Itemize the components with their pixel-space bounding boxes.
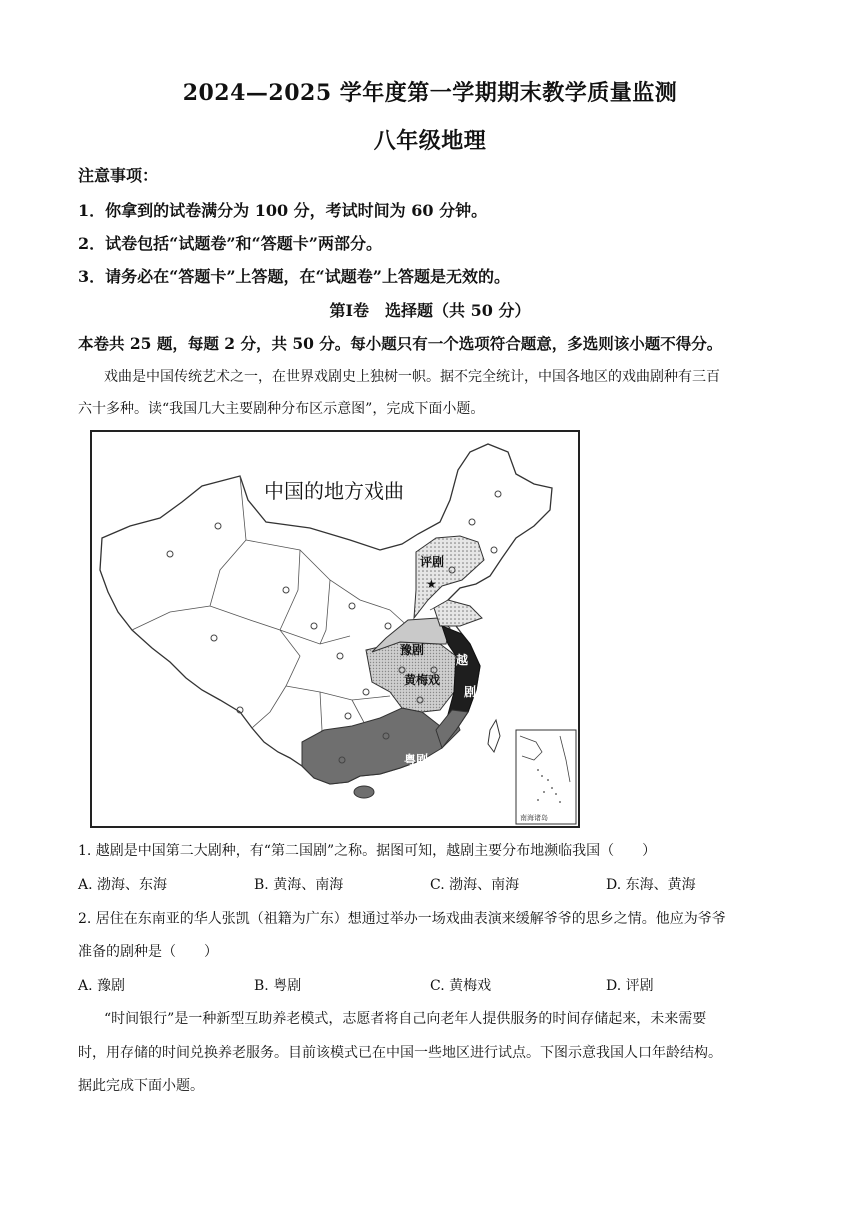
q2-option-d[interactable]: D. 评剧	[606, 978, 654, 994]
note-item-3: 3．请务必在“答题卡”上答题，在“试题卷”上答题是无效的。	[78, 267, 510, 286]
map-svg	[90, 430, 580, 828]
passage2-line2: 时，用存储的时间兑换养老服务。目前该模式已在中国一些地区进行试点。下图示意我国人口年龄结构。	[78, 1045, 722, 1061]
passage2-line1: “时间银行”是一种新型互助养老模式，志愿者将自己向老年人提供服务的时间存储起来，未来需要	[104, 1011, 707, 1027]
exam-title: 2024—2025 学年度第一学期期末教学质量监测	[182, 80, 678, 106]
map-title: 中国的地方戏曲	[264, 479, 404, 503]
q1-option-c[interactable]: C. 渤海、南海	[430, 877, 520, 893]
q1-option-b[interactable]: B. 黄海、南海	[254, 877, 344, 893]
label-yueju: 粤剧	[404, 753, 429, 767]
label-yuju: 豫剧	[400, 643, 425, 657]
passage1-line2: 六十多种。读“我国几大主要剧种分布区示意图”，完成下面小题。	[78, 401, 485, 417]
inset-label: 南海诸岛	[520, 814, 548, 822]
q2-option-c[interactable]: C. 黄梅戏	[430, 978, 492, 994]
label-pingju: 评剧	[420, 555, 445, 569]
passage1-line1: 戏曲是中国传统艺术之一，在世界戏剧史上独树一帜。据不完全统计，中国各地区的戏曲剧种有三百	[104, 369, 720, 385]
q2-option-b[interactable]: B. 粤剧	[254, 978, 302, 994]
label-yue-2: 剧	[464, 685, 477, 699]
notes-heading: 注意事项：	[78, 166, 159, 185]
south-china-sea-inset	[516, 730, 576, 824]
passage2-line3: 据此完成下面小题。	[78, 1078, 204, 1094]
note-item-1: 1．你拿到的试卷满分为 100 分，考试时间为 60 分钟。	[78, 201, 488, 220]
label-huangmeixi: 黄梅戏	[404, 673, 441, 687]
note-item-2: 2．试卷包括“试题卷”和“答题卡”两部分。	[78, 234, 382, 253]
question-2-stem-line2: 准备的剧种是（ ）	[78, 944, 218, 960]
exam-subtitle: 八年级地理	[373, 128, 487, 154]
q2-option-a[interactable]: A. 豫剧	[78, 978, 126, 994]
hainan-island	[354, 786, 374, 798]
opera-map	[90, 430, 580, 828]
question-2-stem-line1: 2. 居住在东南亚的华人张凯（祖籍为广东）想通过举办一场戏曲表演来缓解爷爷的思乡之情。他应为爷爷	[78, 911, 726, 927]
section-title: 第Ⅰ卷 选择题（共 50 分）	[329, 301, 531, 320]
section-instruction: 本卷共 25 题，每题 2 分，共 50 分。每小题只有一个选项符合题意，多选则该小题不得分。	[78, 334, 723, 353]
label-yue-1: 越	[456, 653, 469, 667]
q1-option-d[interactable]: D. 东海、黄海	[606, 877, 696, 893]
question-1-stem: 1. 越剧是中国第二大剧种，有“第二国剧”之称。据图可知，越剧主要分布地濒临我国（ ）	[78, 843, 657, 859]
capital-star-icon: ★	[426, 577, 437, 591]
q1-option-a[interactable]: A. 渤海、东海	[78, 877, 168, 893]
